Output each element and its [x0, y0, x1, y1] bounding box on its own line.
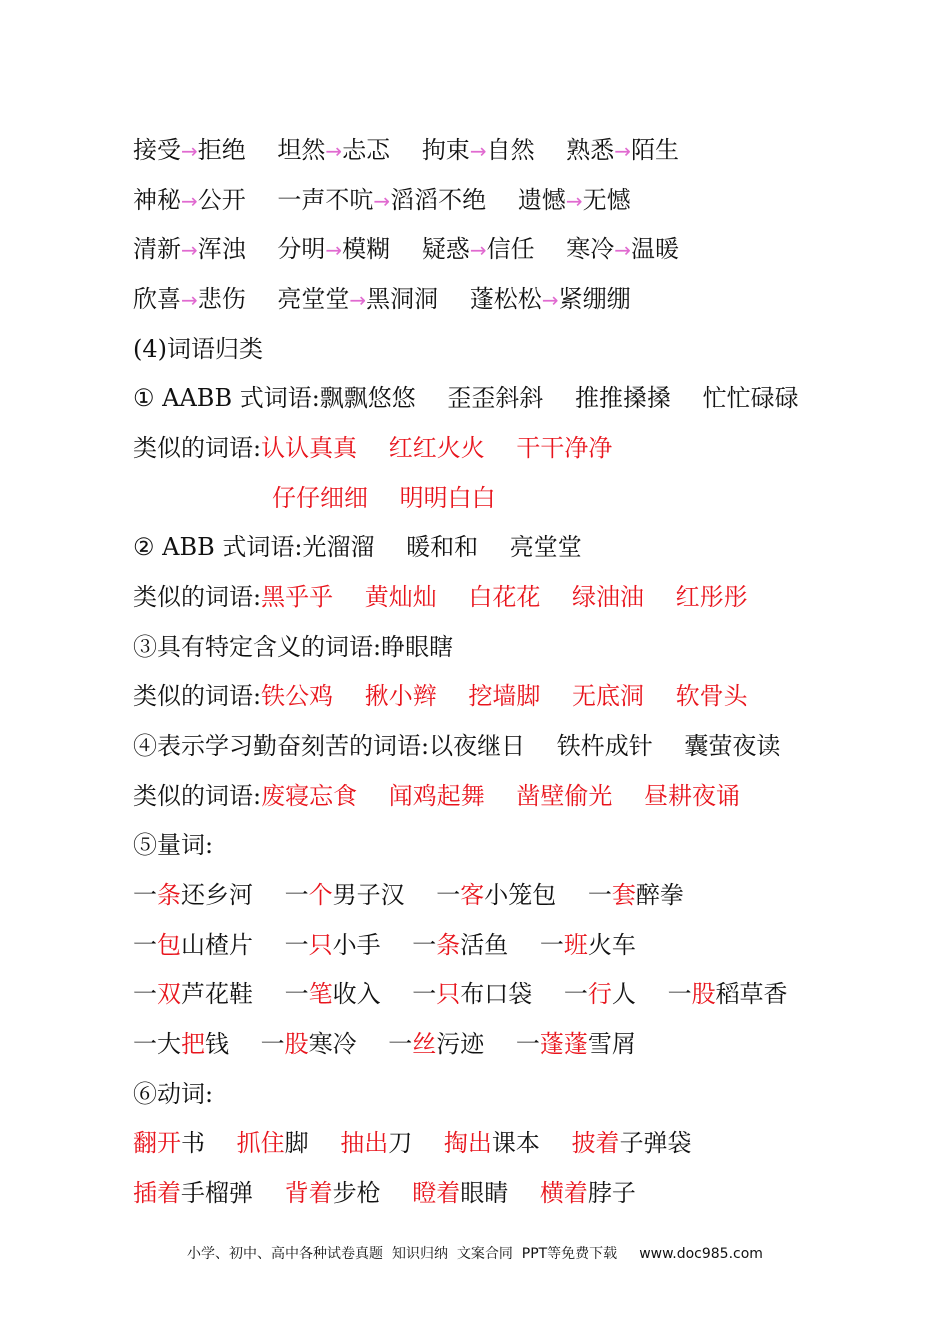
measure-word: 双	[157, 980, 181, 1008]
arrow-icon: →	[349, 288, 367, 312]
special-similar-line	[133, 681, 748, 711]
word-gap	[381, 931, 413, 959]
measure-word: 条	[157, 881, 181, 909]
arrow-icon: →	[181, 139, 198, 163]
phrase-prefix: 一	[667, 980, 692, 1008]
antonym-word: 紧绷绷	[558, 285, 631, 313]
antonym-line	[133, 185, 631, 216]
special-words: 睁眼瞎	[381, 633, 454, 661]
antonym-word: 欣喜	[133, 285, 181, 313]
verb-word: 披着	[571, 1129, 620, 1157]
word-gap	[253, 881, 285, 909]
verb-object: 刀	[388, 1129, 413, 1157]
phrase-prefix: 一	[563, 980, 588, 1008]
word-gap	[309, 1129, 341, 1157]
antonym-word: 遗憾	[517, 186, 566, 214]
phrase-noun: 芦花鞋	[181, 980, 253, 1008]
phrase-noun: 收入	[332, 980, 381, 1008]
arrow-icon: →	[325, 139, 343, 163]
antonym-word: 黑洞洞	[366, 285, 439, 313]
phrase-noun: 活鱼	[460, 931, 509, 959]
aabb-heading: ① AABB 式词语:	[133, 384, 320, 412]
similar-words: 黑乎乎 黄灿灿 白花花 绿油油 红彤彤	[261, 583, 748, 611]
word-gap	[540, 1129, 572, 1157]
word-gap	[381, 980, 413, 1008]
phrase-prefix: 一	[284, 881, 309, 909]
antonym-word: 自然	[486, 136, 535, 164]
phrase-noun: 男子汉	[332, 881, 405, 909]
verb-object: 子弹袋	[619, 1129, 692, 1157]
phrase-prefix: 一	[412, 980, 437, 1008]
measure-line	[133, 979, 788, 1009]
word-gap	[405, 881, 437, 909]
phrase-noun: 稻草香	[715, 980, 788, 1008]
antonym-word: 忐忑	[342, 136, 391, 164]
special-line	[133, 632, 453, 662]
abb-similar-line	[133, 582, 748, 612]
antonym-word: 信任	[486, 235, 535, 263]
word-gap	[390, 136, 422, 164]
diligent-line	[133, 731, 780, 761]
footer-text: 小学、初中、高中各种试卷真题 知识归纳 文案合同 PPT等免费下载	[187, 1246, 618, 1262]
antonym-word: 陌生	[630, 136, 679, 164]
measure-title: ⑤量词:	[133, 831, 214, 859]
section-title: (4)词语归类	[133, 335, 263, 363]
measure-word: 班	[563, 931, 588, 959]
antonym-word: 坦然	[277, 136, 326, 164]
arrow-icon: →	[181, 288, 198, 312]
verb-word: 插着	[133, 1179, 181, 1207]
word-gap	[486, 186, 518, 214]
phrase-prefix: 一	[515, 1030, 540, 1058]
antonym-word: 悲伤	[197, 285, 246, 313]
phrase-prefix: 一	[412, 931, 437, 959]
similar-words: 认认真真 红红火火 干干净净	[261, 434, 613, 462]
diligent-similar-line	[133, 781, 740, 811]
abb-heading: ② ABB 式词语:	[133, 533, 303, 561]
verb-object: 眼睛	[460, 1179, 509, 1207]
word-gap	[438, 285, 470, 313]
phrase-noun: 山楂片	[181, 931, 253, 959]
verb-line	[133, 1178, 636, 1208]
phrase-noun: 小笼包	[484, 881, 557, 909]
phrase-noun: 人	[611, 980, 636, 1008]
measure-word: 蓬蓬	[539, 1030, 588, 1058]
antonym-word: 公开	[197, 186, 246, 214]
similar-label: 类似的词语:	[133, 583, 262, 611]
arrow-icon: →	[469, 139, 487, 163]
verb-object: 脚	[284, 1129, 309, 1157]
phrase-prefix: 一	[133, 980, 157, 1008]
verb-object: 书	[181, 1129, 205, 1157]
measure-word: 客	[460, 881, 485, 909]
antonym-word: 亮堂堂	[277, 285, 350, 313]
antonym-word: 浑浊	[197, 235, 246, 263]
verb-word: 抓住	[236, 1129, 285, 1157]
antonym-line	[133, 234, 679, 265]
word-gap	[246, 136, 278, 164]
word-gap	[253, 1179, 285, 1207]
measure-word: 股	[691, 980, 716, 1008]
antonym-word: 无憾	[582, 186, 631, 214]
phrase-prefix: 一	[284, 931, 309, 959]
word-gap	[535, 136, 567, 164]
aabb-line	[133, 383, 799, 413]
diligent-words: 以夜继日 铁杵成针 囊萤夜读	[429, 732, 781, 760]
measure-word: 只	[308, 931, 333, 959]
measure-word: 条	[436, 931, 461, 959]
word-gap	[636, 980, 668, 1008]
phrase-noun: 小手	[332, 931, 381, 959]
verb-object: 步枪	[332, 1179, 381, 1207]
similar-label: 类似的词语:	[133, 782, 262, 810]
similar-label: 类似的词语:	[133, 682, 262, 710]
arrow-icon: →	[325, 238, 343, 262]
verb-word: 横着	[539, 1179, 588, 1207]
phrase-prefix: 一	[388, 1030, 413, 1058]
similar-words: 铁公鸡 揪小辫 挖墙脚 无底洞 软骨头	[261, 682, 748, 710]
aabb-similar-line	[133, 433, 612, 463]
aabb-words: 飘飘悠悠 歪歪斜斜 推推搡搡 忙忙碌碌	[319, 384, 799, 412]
measure-word: 笔	[308, 980, 333, 1008]
phrase-prefix: 一	[133, 931, 157, 959]
diligent-heading: ④表示学习勤奋刻苦的词语:	[133, 732, 430, 760]
word-gap	[381, 1179, 413, 1207]
antonym-word: 拘束	[421, 136, 470, 164]
word-gap	[253, 931, 285, 959]
similar-label: 类似的词语:	[133, 434, 262, 462]
word-gap	[556, 881, 588, 909]
antonym-word: 滔滔不绝	[390, 186, 487, 214]
phrase-prefix: 一	[587, 881, 612, 909]
phrase-prefix: 一	[133, 881, 157, 909]
phrase-noun: 火车	[587, 931, 636, 959]
antonym-word: 温暖	[630, 235, 679, 263]
word-gap	[535, 235, 567, 263]
measure-word: 把	[181, 1030, 205, 1058]
antonym-word: 疑惑	[421, 235, 470, 263]
measure-word: 行	[587, 980, 612, 1008]
antonym-word: 分明	[277, 235, 326, 263]
measure-word: 套	[611, 881, 636, 909]
antonym-word: 寒冷	[566, 235, 615, 263]
verb-title: ⑥动词:	[133, 1080, 214, 1108]
arrow-icon: →	[181, 238, 198, 262]
verb-word: 掏出	[443, 1129, 492, 1157]
word-gap	[253, 980, 285, 1008]
verb-word: 抽出	[340, 1129, 389, 1157]
arrow-icon: →	[614, 238, 631, 262]
antonym-line	[133, 284, 631, 315]
phrase-noun: 布口袋	[460, 980, 533, 1008]
word-gap	[390, 235, 422, 263]
similar-words-continued: 仔仔细细 明明白白	[272, 484, 496, 512]
antonym-word: 神秘	[133, 186, 181, 214]
verb-word: 背着	[284, 1179, 333, 1207]
antonym-line	[133, 135, 679, 166]
phrase-prefix: 一	[260, 1030, 285, 1058]
word-gap	[229, 1030, 261, 1058]
word-gap	[357, 1030, 389, 1058]
measure-word: 股	[284, 1030, 309, 1058]
phrase-noun: 醉拳	[635, 881, 684, 909]
antonym-word: 接受	[133, 136, 181, 164]
phrase-noun: 雪屑	[587, 1030, 636, 1058]
phrase-prefix: 一	[539, 931, 564, 959]
arrow-icon: →	[565, 189, 583, 213]
antonym-word: 拒绝	[197, 136, 246, 164]
measure-word: 丝	[412, 1030, 437, 1058]
similar-words: 废寝忘食 闻鸡起舞 凿壁偷光 昼耕夜诵	[261, 782, 740, 810]
verb-object: 脖子	[587, 1179, 636, 1207]
antonym-word: 清新	[133, 235, 181, 263]
arrow-icon: →	[373, 189, 391, 213]
word-gap	[246, 285, 278, 313]
verb-word: 瞪着	[412, 1179, 461, 1207]
measure-word: 包	[157, 931, 181, 959]
measure-line	[133, 1029, 636, 1059]
phrase-prefix: 一大	[133, 1030, 181, 1058]
word-gap	[246, 235, 278, 263]
antonym-word: 熟悉	[566, 136, 615, 164]
special-heading: ③具有特定含义的词语:	[133, 633, 382, 661]
abb-line	[133, 532, 582, 562]
word-gap	[508, 1179, 540, 1207]
measure-line	[133, 880, 684, 910]
arrow-icon: →	[469, 238, 487, 262]
phrase-prefix: 一	[284, 980, 309, 1008]
word-gap	[508, 931, 540, 959]
word-gap	[484, 1030, 516, 1058]
antonym-word: 蓬松松	[469, 285, 542, 313]
word-gap	[246, 186, 278, 214]
phrase-noun: 钱	[205, 1030, 229, 1058]
arrow-icon: →	[181, 189, 198, 213]
phrase-noun: 寒冷	[308, 1030, 357, 1058]
footer-url: www.doc985.com	[639, 1246, 763, 1262]
antonym-word: 一声不吭	[277, 186, 374, 214]
antonym-word: 模糊	[342, 235, 391, 263]
word-gap	[412, 1129, 444, 1157]
phrase-prefix: 一	[436, 881, 461, 909]
arrow-icon: →	[541, 288, 559, 312]
measure-word: 只	[436, 980, 461, 1008]
abb-words: 光溜溜 暖和和 亮堂堂	[302, 533, 582, 561]
verb-line	[133, 1128, 692, 1158]
phrase-noun: 污迹	[436, 1030, 485, 1058]
arrow-icon: →	[614, 139, 631, 163]
verb-object: 课本	[491, 1129, 540, 1157]
word-gap	[205, 1129, 237, 1157]
page-footer	[0, 1243, 950, 1263]
word-gap	[532, 980, 564, 1008]
verb-object: 手榴弹	[181, 1179, 253, 1207]
measure-line	[133, 930, 636, 960]
phrase-noun: 还乡河	[181, 881, 253, 909]
verb-word: 翻开	[133, 1129, 181, 1157]
measure-word: 个	[308, 881, 333, 909]
